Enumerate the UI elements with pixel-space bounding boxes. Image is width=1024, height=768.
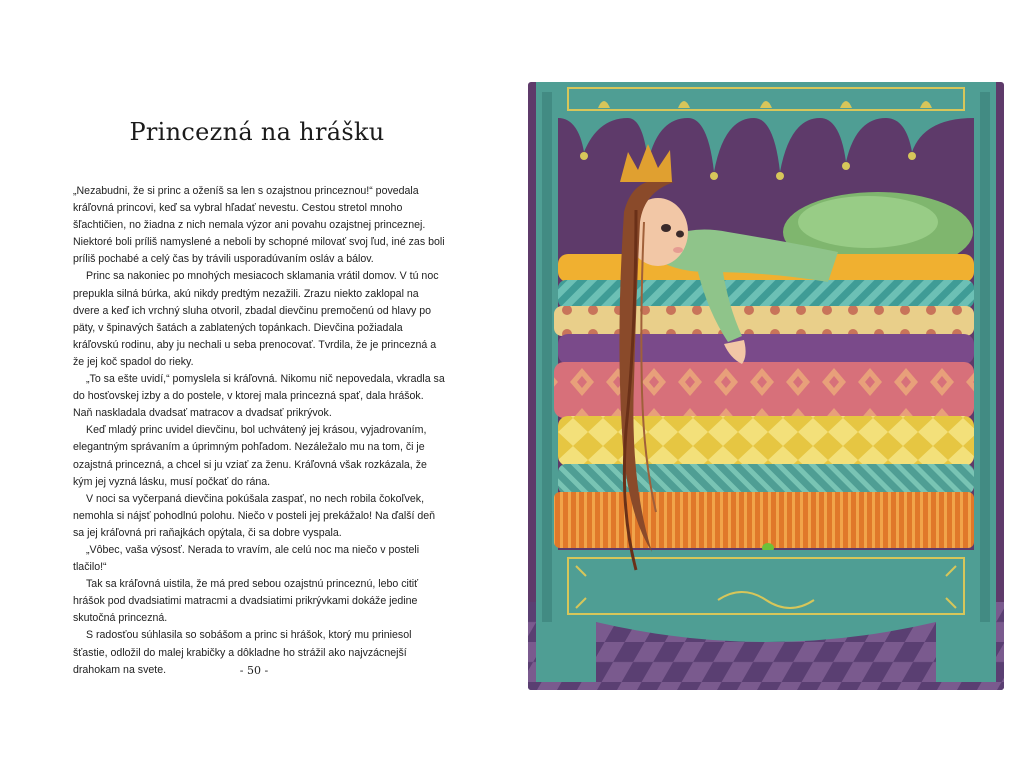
princess-illustration bbox=[528, 82, 1004, 690]
story-paragraph: Keď mladý princ uvidel dievčinu, bol uchvátený jej krásou, vyjadrovaním, elegantným správaním a úprimným pohľadom. Nezáležalo mu na tom, či je ozajstná princezná, a chcel si ju vziať za ženu. Kráľovná však rozkázala, že kým jej vyzná lásku, musí počkať do rána. bbox=[73, 424, 427, 488]
story-paragraph: Tak sa kráľovná uistila, že má pred sebou ozajstnú princeznú, lebo citiť hrášok pod dvadsiatimi matracmi a dvadsiatimi prikrývkami dokáže jedine skutočná princezná. bbox=[73, 578, 419, 625]
story-paragraph: V noci sa vyčerpaná dievčina pokúšala zaspať, no nech robila čokoľvek, nemohla si nájsť pohodlnú polohu. Niečo v posteli jej prekážalo! Na ďalší deň sa jej kráľovná pri raňajkách opýtala, či sa dobre vyspala. bbox=[73, 492, 436, 539]
story-paragraph: „Nezabudni, že si princ a oženíš sa len s ozajstnou princeznou!“ povedala kráľovná princovi, keď sa vybral hľadať nevestu. Cestou stretol mnoho šľachtičien, no žiadna z nich nemala výzor ani povahu ozajstnej princeznej. Niektoré boli príliš namyslené a neboli by schopné milovať svoj ľud, iné zas boli príliš pochabé a celý čas by trávili usporadúvaním osláv a bálov. bbox=[73, 185, 445, 266]
story-paragraph: „To sa ešte uvidí,“ pomyslela si kráľovná. Nikomu nič nepovedala, vkradla sa do hosťovskej izby a do postele, v ktorej mala princezná spať, dala hrášok. Naň naskladala dvadsať matracov a dvadsať prikrývok. bbox=[73, 373, 445, 420]
story-paragraph: „Vôbec, vaša výsosť. Nerada to vravím, ale celú noc ma niečo v posteli tlačilo!“ bbox=[73, 543, 420, 574]
story-text bbox=[73, 183, 445, 679]
page-title: Princezná na hrášku bbox=[129, 118, 385, 146]
page-number: - 50 - bbox=[239, 664, 269, 677]
story-paragraph: Princ sa nakoniec po mnohých mesiacoch sklamania vrátil domov. V tú noc prepukla silná búrka, akú nikdy predtým nezažili. Zrazu niekto zaklopal na dvere a keď ich vrchný sluha otvoril, zbadal dievčinu premočenú od hlavy po päty, v špinavých šatách a zablatených topánkach. Dievčina požiadala kráľovskú rodinu, aby ju nechali u seba prenocovať. Tvrdila, že je princezná a že jej koč spadol do rieky. bbox=[73, 270, 439, 368]
story-paragraph: S radosťou súhlasila so sobášom a princ si hrášok, ktorý mu priniesol šťastie, odložil do malej krabičky a dôkladne ho strážil ako najvzácnejší drahokam na svete. bbox=[73, 629, 412, 676]
